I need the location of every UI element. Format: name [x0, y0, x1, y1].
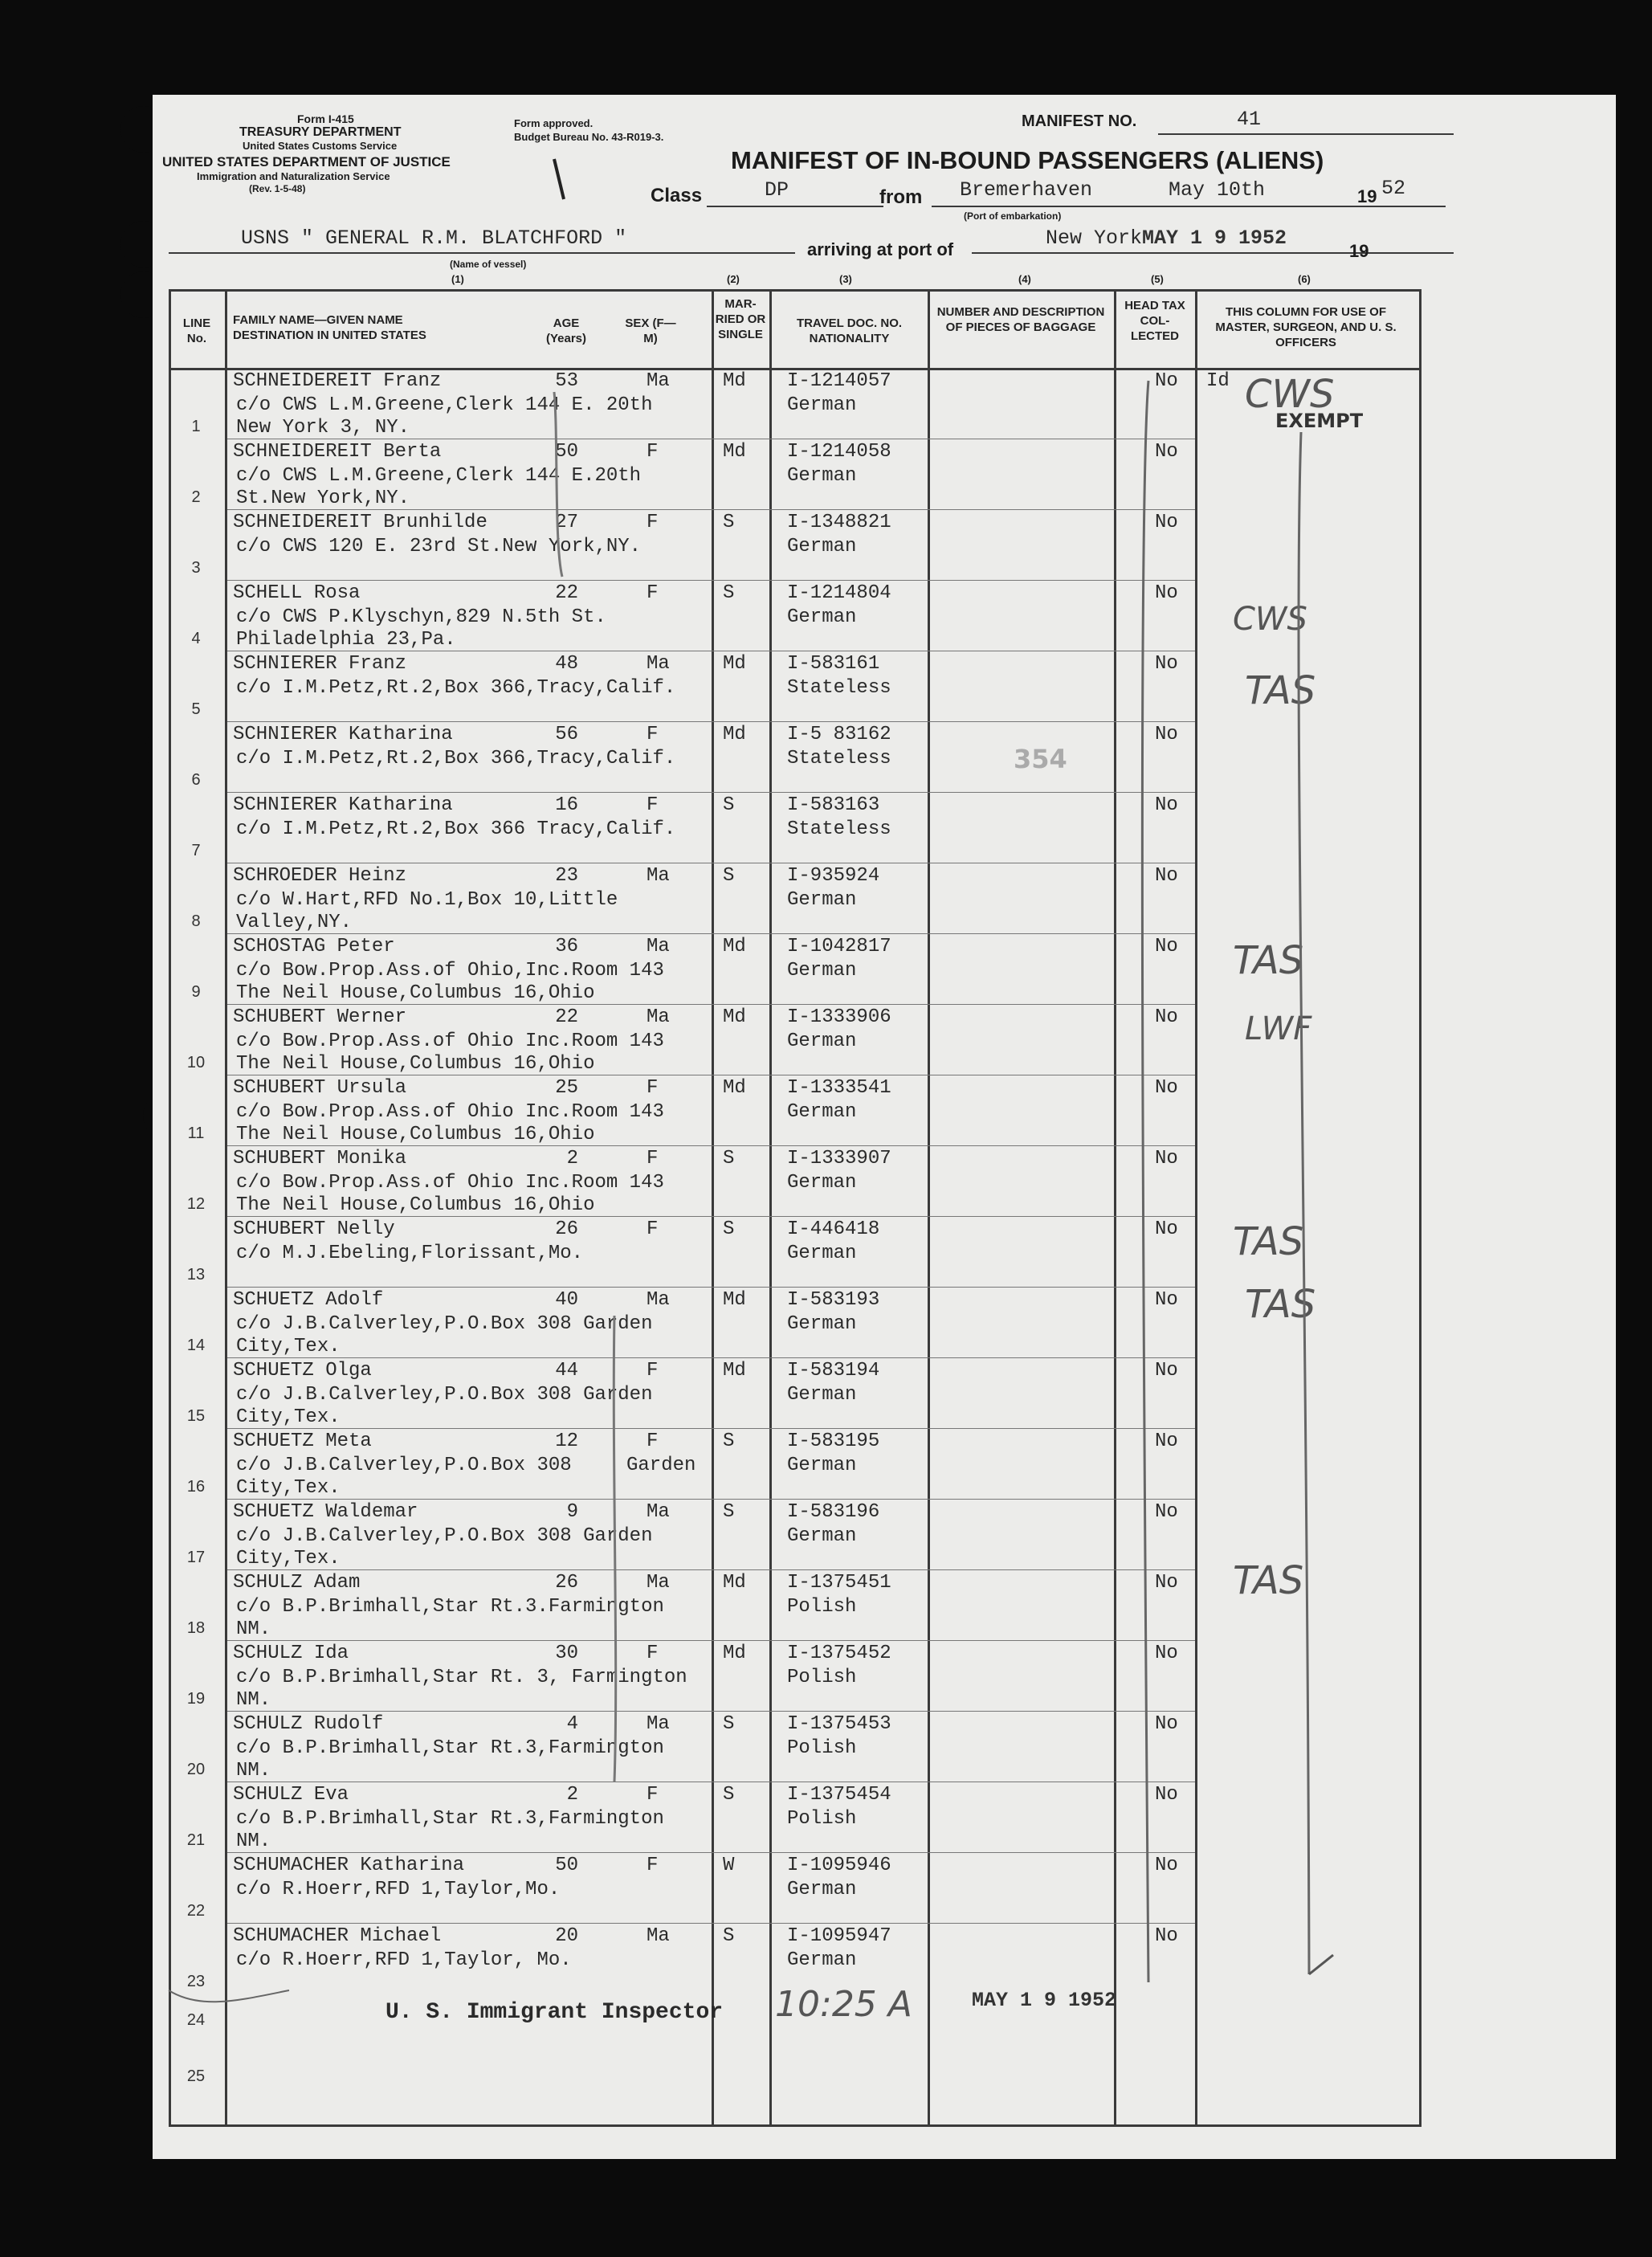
line-number: 1: [191, 418, 201, 435]
passenger-name: SCHUBERT Ursula: [233, 1077, 407, 1099]
line-number: 20: [186, 1761, 206, 1778]
passenger-name: SCHNIERER Franz: [233, 653, 407, 675]
row-divider: [227, 933, 1195, 934]
passenger-sex: F: [647, 1643, 659, 1664]
marital-status: Md: [723, 936, 746, 957]
passenger-name: SCHULZ Eva: [233, 1784, 349, 1806]
passenger-name: SCHULZ Adam: [233, 1572, 361, 1594]
travel-doc-number: I-1095947: [787, 1925, 891, 1947]
col-head-baggage: NUMBER AND DESCRIPTION OF PIECES OF BAGGAGE: [936, 305, 1105, 334]
passenger-address-line2: The Neil House,Columbus 16,Ohio: [236, 1124, 595, 1145]
col-number-3: (3): [839, 273, 852, 285]
passenger-age: 22: [555, 1006, 578, 1028]
col-head-headtax: HEAD TAX COL-LECTED: [1124, 299, 1185, 343]
passenger-address-line1: c/o J.B.Calverley,P.O.Box 308: [236, 1455, 572, 1476]
row-divider: [227, 580, 1195, 581]
line-number: 11: [187, 1124, 205, 1142]
passenger-name: SCHUMACHER Katharina: [233, 1855, 465, 1876]
passenger-sex: F: [647, 794, 659, 816]
travel-doc-number: I-5 83162: [787, 724, 891, 745]
passenger-address-line2: NM.: [236, 1830, 271, 1852]
col-head-name: FAMILY NAME—GIVEN NAME DESTINATION IN UNITED STATES: [233, 313, 426, 342]
passenger-address-line1: c/o CWS L.M.Greene,Clerk 144 E.20th: [236, 465, 642, 487]
travel-doc-number: I-1095946: [787, 1855, 891, 1876]
travel-doc-number: I-1333907: [787, 1148, 891, 1169]
row-divider: [227, 1216, 1195, 1217]
passenger-sex: Ma: [647, 653, 670, 675]
dept-treasury-sub: United States Customs Service: [243, 140, 398, 152]
form-approval: Form approved.: [514, 117, 593, 129]
marital-status: S: [723, 582, 735, 604]
exempt-annotation: EXEMPT: [1275, 410, 1364, 432]
dept-justice: UNITED STATES DEPARTMENT OF JUSTICE: [162, 154, 451, 169]
passenger-age: 27: [555, 512, 578, 533]
passenger-address-line1: c/o B.P.Brimhall,Star Rt.3,Farmington: [236, 1737, 664, 1759]
line-number: 18: [186, 1619, 206, 1637]
nationality: Polish: [787, 1808, 857, 1830]
passenger-name: SCHNEIDEREIT Berta: [233, 441, 442, 463]
line-number: 23: [186, 1973, 206, 1990]
passenger-address-line2: The Neil House,Columbus 16,Ohio: [236, 1194, 595, 1216]
marital-status: S: [723, 865, 735, 887]
passenger-sex: Ma: [647, 1501, 670, 1523]
passenger-address-line2: Philadelphia 23,Pa.: [236, 629, 456, 651]
nationality: German: [787, 1031, 857, 1052]
passenger-address-extra: Garden: [626, 1455, 696, 1476]
col-number-4: (4): [1018, 273, 1031, 285]
nationality: German: [787, 960, 857, 982]
line-number: 5: [191, 700, 201, 718]
dept-treasury: TREASURY DEPARTMENT: [239, 125, 402, 139]
head-tax: No: [1155, 865, 1178, 887]
marital-status: Md: [723, 441, 746, 463]
marital-status: Md: [723, 370, 746, 392]
col-head-age: AGE (Years): [545, 316, 587, 345]
nationality: German: [787, 1949, 857, 1971]
marital-status: S: [723, 512, 735, 533]
passenger-age: 50: [555, 441, 578, 463]
officer-note: Id: [1206, 370, 1230, 392]
passenger-name: SCHULZ Rudolf: [233, 1713, 384, 1735]
passenger-address-line2: The Neil House,Columbus 16,Ohio: [236, 1053, 595, 1075]
line-number: 3: [191, 559, 201, 577]
passenger-name: SCHOSTAG Peter: [233, 936, 395, 957]
passenger-name: SCHUBERT Monika: [233, 1148, 407, 1169]
head-tax: No: [1155, 512, 1178, 533]
tas-annotation: TAS: [1233, 1558, 1304, 1603]
manifest-page: [153, 95, 1616, 2159]
marital-status: Md: [723, 653, 746, 675]
head-tax: No: [1155, 441, 1178, 463]
dept-justice-sub: Immigration and Naturalization Service: [197, 170, 390, 182]
passenger-name: SCHNEIDEREIT Franz: [233, 370, 442, 392]
nationality: German: [787, 1879, 857, 1900]
passenger-address-line1: c/o I.M.Petz,Rt.2,Box 366,Tracy,Calif.: [236, 748, 676, 769]
line-number: 12: [186, 1195, 206, 1213]
marital-status: Md: [723, 1360, 746, 1382]
marital-status: Md: [723, 724, 746, 745]
class-label: Class: [651, 185, 703, 206]
passenger-sex: F: [647, 1148, 659, 1169]
head-tax: No: [1155, 1006, 1178, 1028]
line-number: 14: [186, 1337, 206, 1354]
passenger-address-line2: NM.: [236, 1618, 271, 1640]
nationality: German: [787, 1525, 857, 1547]
nationality: Polish: [787, 1667, 857, 1688]
passenger-age: 9: [566, 1501, 578, 1523]
passenger-address-line2: City,Tex.: [236, 1406, 341, 1428]
nationality: Stateless: [787, 677, 891, 699]
head-tax: No: [1155, 1289, 1178, 1311]
travel-doc-number: I-1348821: [787, 512, 891, 533]
nationality: Polish: [787, 1596, 857, 1618]
row-divider: [227, 1923, 1195, 1924]
year-suffix: 19: [1349, 241, 1369, 261]
row-divider: [227, 1287, 1195, 1288]
row-divider: [227, 1357, 1195, 1358]
head-tax: No: [1155, 1855, 1178, 1876]
passenger-address-line2: NM.: [236, 1760, 271, 1782]
line-number: 6: [191, 771, 201, 789]
passenger-age: 16: [555, 794, 578, 816]
travel-doc-number: I-1214057: [787, 370, 891, 392]
passenger-address-line1: c/o Bow.Prop.Ass.of Ohio Inc.Room 143: [236, 1101, 664, 1123]
passenger-age: 50: [555, 1855, 578, 1876]
col-number-6: (6): [1298, 273, 1311, 285]
passenger-age: 30: [555, 1643, 578, 1664]
passenger-age: 22: [555, 582, 578, 604]
nationality: Stateless: [787, 818, 891, 840]
tas-annotation: TAS: [1233, 1219, 1304, 1264]
line-number: 9: [191, 983, 201, 1001]
head-tax: No: [1155, 1784, 1178, 1806]
tas-annotation: TAS: [1233, 938, 1304, 983]
marital-status: Md: [723, 1006, 746, 1028]
marital-status: S: [723, 1713, 735, 1735]
arriving-port: New York: [1046, 227, 1143, 250]
passenger-sex: F: [647, 1360, 659, 1382]
passenger-address-line1: c/o J.B.Calverley,P.O.Box 308 Garden: [236, 1384, 653, 1406]
row-divider: [227, 1569, 1195, 1570]
passenger-age: 48: [555, 653, 578, 675]
marital-status: S: [723, 1218, 735, 1240]
form-number: Form I-415: [297, 112, 354, 125]
passenger-sex: F: [647, 1218, 659, 1240]
head-tax: No: [1155, 1713, 1178, 1735]
manifest-no-label: MANIFEST NO.: [1022, 112, 1137, 130]
passenger-age: 4: [566, 1713, 578, 1735]
cws-annotation: CWS: [1245, 372, 1335, 417]
passenger-age: 12: [555, 1431, 578, 1452]
passenger-address-line2: St.New York,NY.: [236, 488, 410, 509]
passenger-name: SCHELL Rosa: [233, 582, 361, 604]
col-head-travel: TRAVEL DOC. NO. NATIONALITY: [796, 316, 903, 345]
col-number-1: (1): [451, 273, 464, 285]
passenger-sex: F: [647, 1077, 659, 1099]
row-divider: [227, 1428, 1195, 1429]
row-divider: [227, 1499, 1195, 1500]
passenger-sex: F: [647, 1784, 659, 1806]
passenger-sex: Ma: [647, 1572, 670, 1594]
passenger-address-line1: c/o R.Hoerr,RFD 1,Taylor, Mo.: [236, 1949, 572, 1971]
from-label: from: [879, 186, 923, 208]
travel-doc-number: I-1333906: [787, 1006, 891, 1028]
line-number: 7: [191, 842, 201, 859]
cws-annotation: CWS: [1233, 601, 1307, 638]
head-tax: No: [1155, 1077, 1178, 1099]
nationality: German: [787, 606, 857, 628]
passenger-sex: F: [647, 582, 659, 604]
travel-doc-number: I-583193: [787, 1289, 880, 1311]
travel-doc-number: I-1375453: [787, 1713, 891, 1735]
arrival-stamp: MAY 1 9 1952: [1142, 227, 1287, 250]
passenger-address-line1: c/o B.P.Brimhall,Star Rt.3,Farmington: [236, 1808, 664, 1830]
line-number: 25: [186, 2067, 206, 2085]
marital-status: S: [723, 794, 735, 816]
passenger-age: 25: [555, 1077, 578, 1099]
row-divider: [227, 1711, 1195, 1712]
passenger-age: 36: [555, 936, 578, 957]
passenger-sex: F: [647, 1855, 659, 1876]
passenger-age: 26: [555, 1218, 578, 1240]
passenger-address-line1: c/o J.B.Calverley,P.O.Box 308 Garden: [236, 1525, 653, 1547]
nationality: German: [787, 889, 857, 911]
nationality: Polish: [787, 1737, 857, 1759]
col-number-2: (2): [727, 273, 740, 285]
travel-doc-number: I-583194: [787, 1360, 880, 1382]
row-divider: [227, 1640, 1195, 1641]
head-tax: No: [1155, 1360, 1178, 1382]
marital-status: S: [723, 1148, 735, 1169]
passenger-sex: Ma: [647, 1006, 670, 1028]
passenger-address-line1: c/o M.J.Ebeling,Florissant,Mo.: [236, 1243, 584, 1264]
travel-doc-number: I-1375454: [787, 1784, 891, 1806]
passenger-address-line1: c/o I.M.Petz,Rt.2,Box 366,Tracy,Calif.: [236, 677, 676, 699]
passenger-name: SCHUMACHER Michael: [233, 1925, 442, 1947]
passenger-age: 2: [566, 1148, 578, 1169]
passenger-age: 23: [555, 865, 578, 887]
arrival-time: 10:25 A: [775, 1984, 912, 2025]
budget-bureau: Budget Bureau No. 43-R019-3.: [514, 131, 664, 143]
passenger-name: SCHUETZ Waldemar: [233, 1501, 418, 1523]
vessel-name: USNS " GENERAL R.M. BLATCHFORD ": [241, 227, 627, 250]
head-tax: No: [1155, 370, 1178, 392]
port-embarkation-label: (Port of embarkation): [964, 210, 1062, 222]
passenger-address-line1: c/o Bow.Prop.Ass.of Ohio Inc.Room 143: [236, 1172, 664, 1194]
nationality: German: [787, 1101, 857, 1123]
nationality: Stateless: [787, 748, 891, 769]
line-number: 22: [186, 1902, 206, 1920]
marital-status: S: [723, 1784, 735, 1806]
passenger-age: 56: [555, 724, 578, 745]
passenger-name: SCHUETZ Meta: [233, 1431, 372, 1452]
marital-status: S: [723, 1501, 735, 1523]
form-revision: (Rev. 1-5-48): [249, 183, 306, 194]
marital-status: Md: [723, 1077, 746, 1099]
manifest-title: MANIFEST OF IN-BOUND PASSENGERS (ALIENS): [731, 146, 1324, 174]
line-number: 21: [186, 1831, 206, 1849]
tas-annotation: TAS: [1245, 1282, 1316, 1327]
marital-status: Md: [723, 1289, 746, 1311]
line-number: 16: [186, 1478, 206, 1496]
marital-status: S: [723, 1431, 735, 1452]
nationality: German: [787, 394, 857, 416]
travel-doc-number: I-1375451: [787, 1572, 891, 1594]
head-tax: No: [1155, 1501, 1178, 1523]
passenger-name: SCHULZ Ida: [233, 1643, 349, 1664]
from-value: Bremerhaven: [960, 178, 1093, 202]
passenger-address-line1: c/o CWS L.M.Greene,Clerk 144 E. 20th: [236, 394, 653, 416]
class-value: DP: [765, 178, 789, 202]
nationality: German: [787, 1313, 857, 1335]
line-number: 15: [186, 1407, 206, 1425]
head-tax: No: [1155, 724, 1178, 745]
passenger-age: 53: [555, 370, 578, 392]
row-divider: [227, 1145, 1195, 1146]
faded-stamp-number: 354: [1014, 744, 1067, 774]
marital-status: Md: [723, 1643, 746, 1664]
travel-doc-number: I-1214804: [787, 582, 891, 604]
line-number: 2: [191, 488, 201, 506]
head-tax: No: [1155, 1643, 1178, 1664]
passenger-address-line2: The Neil House,Columbus 16,Ohio: [236, 982, 595, 1004]
marital-status: S: [723, 1925, 735, 1947]
inspector-label: U. S. Immigrant Inspector: [385, 2000, 724, 2025]
line-number: 17: [186, 1549, 206, 1566]
passenger-address-line1: c/o Bow.Prop.Ass.of Ohio Inc.Room 143: [236, 1031, 664, 1052]
departure-date: May 10th: [1169, 178, 1266, 202]
passenger-sex: F: [647, 1431, 659, 1452]
tas-annotation: TAS: [1245, 668, 1316, 713]
head-tax: No: [1155, 1218, 1178, 1240]
passenger-sex: F: [647, 724, 659, 745]
travel-doc-number: I-1214058: [787, 441, 891, 463]
head-tax: No: [1155, 936, 1178, 957]
nationality: German: [787, 1384, 857, 1406]
row-divider: [227, 792, 1195, 793]
col-head-line: LINE No.: [182, 316, 211, 345]
passenger-sex: Ma: [647, 1713, 670, 1735]
passenger-sex: F: [647, 512, 659, 533]
nationality: German: [787, 1172, 857, 1194]
passenger-age: 44: [555, 1360, 578, 1382]
row-divider: [227, 1004, 1195, 1005]
passenger-address-line2: City,Tex.: [236, 1477, 341, 1499]
col-head-sex: SEX (F—M): [625, 316, 676, 345]
travel-doc-number: I-1042817: [787, 936, 891, 957]
lwf-annotation: LWF: [1245, 1010, 1312, 1047]
travel-doc-number: I-935924: [787, 865, 880, 887]
passenger-sex: Ma: [647, 370, 670, 392]
passenger-sex: Ma: [647, 865, 670, 887]
passenger-address-line1: c/o W.Hart,RFD No.1,Box 10,Little: [236, 889, 618, 911]
col-head-officers: THIS COLUMN FOR USE OF MASTER, SURGEON, AND U. S. OFFICERS: [1215, 305, 1397, 349]
passenger-name: SCHNIERER Katharina: [233, 794, 453, 816]
passenger-address-line2: City,Tex.: [236, 1336, 341, 1357]
passenger-name: SCHUBERT Werner: [233, 1006, 407, 1028]
col-number-5: (5): [1151, 273, 1164, 285]
col-head-married: MAR-RIED OR SINGLE: [715, 297, 766, 341]
travel-doc-number: I-1375452: [787, 1643, 891, 1664]
manifest-no-value: 41: [1237, 108, 1262, 131]
travel-doc-number: I-583195: [787, 1431, 880, 1452]
head-tax: No: [1155, 1148, 1178, 1169]
marital-status: W: [723, 1855, 735, 1876]
passenger-age: 40: [555, 1289, 578, 1311]
nationality: German: [787, 465, 857, 487]
passenger-name: SCHUETZ Adolf: [233, 1289, 384, 1311]
head-tax: No: [1155, 1925, 1178, 1947]
head-tax: No: [1155, 1431, 1178, 1452]
year-prefix: 19: [1357, 186, 1377, 206]
line-number: 19: [186, 1690, 206, 1708]
passenger-address-line1: c/o B.P.Brimhall,Star Rt.3.Farmington: [236, 1596, 664, 1618]
row-divider: [227, 1852, 1195, 1853]
passenger-name: SCHUETZ Olga: [233, 1360, 372, 1382]
head-tax: No: [1155, 1572, 1178, 1594]
travel-doc-number: I-446418: [787, 1218, 880, 1240]
arriving-label: arriving at port of: [807, 239, 954, 259]
travel-doc-number: I-583161: [787, 653, 880, 675]
passenger-sex: Ma: [647, 1925, 670, 1947]
passenger-address-line1: c/o I.M.Petz,Rt.2,Box 366 Tracy,Calif.: [236, 818, 676, 840]
passenger-sex: Ma: [647, 936, 670, 957]
passenger-address-line1: c/o R.Hoerr,RFD 1,Taylor,Mo.: [236, 1879, 561, 1900]
line-number: 13: [186, 1266, 206, 1284]
nationality: German: [787, 1243, 857, 1264]
line-number: 10: [186, 1054, 206, 1071]
passenger-address-line1: c/o CWS P.Klyschyn,829 N.5th St.: [236, 606, 606, 628]
passenger-address-line2: City,Tex.: [236, 1548, 341, 1569]
passenger-name: SCHNIERER Katharina: [233, 724, 453, 745]
passenger-address-line2: New York 3, NY.: [236, 417, 410, 439]
passenger-age: 20: [555, 1925, 578, 1947]
line-number: 24: [186, 2011, 206, 2029]
passenger-address-line1: c/o CWS 120 E. 23rd St.New York,NY.: [236, 536, 642, 557]
passenger-name: SCHNEIDEREIT Brunhilde: [233, 512, 487, 533]
footer-stamp: MAY 1 9 1952: [972, 1989, 1117, 2012]
passenger-address-line2: NM.: [236, 1689, 271, 1711]
travel-doc-number: I-583196: [787, 1501, 880, 1523]
passenger-sex: Ma: [647, 1289, 670, 1311]
year-value: 52: [1381, 177, 1406, 200]
row-divider: [227, 509, 1195, 510]
passenger-age: 2: [566, 1784, 578, 1806]
head-tax: No: [1155, 582, 1178, 604]
marital-status: Md: [723, 1572, 746, 1594]
head-tax: No: [1155, 653, 1178, 675]
line-number: 8: [191, 912, 201, 930]
line-number: 4: [191, 630, 201, 647]
travel-doc-number: I-583163: [787, 794, 880, 816]
passenger-address-line2: Valley,NY.: [236, 912, 353, 933]
nationality: German: [787, 1455, 857, 1476]
travel-doc-number: I-1333541: [787, 1077, 891, 1099]
head-tax: No: [1155, 794, 1178, 816]
passenger-age: 26: [555, 1572, 578, 1594]
passenger-address-line1: c/o Bow.Prop.Ass.of Ohio,Inc.Room 143: [236, 960, 664, 982]
row-divider: [227, 721, 1195, 722]
passenger-address-line1: c/o J.B.Calverley,P.O.Box 308 Garden: [236, 1313, 653, 1335]
vessel-label: (Name of vessel): [450, 259, 527, 270]
nationality: German: [787, 536, 857, 557]
passenger-name: SCHUBERT Nelly: [233, 1218, 395, 1240]
passenger-address-line1: c/o B.P.Brimhall,Star Rt. 3, Farmington: [236, 1667, 687, 1688]
passenger-sex: F: [647, 441, 659, 463]
passenger-name: SCHROEDER Heinz: [233, 865, 407, 887]
